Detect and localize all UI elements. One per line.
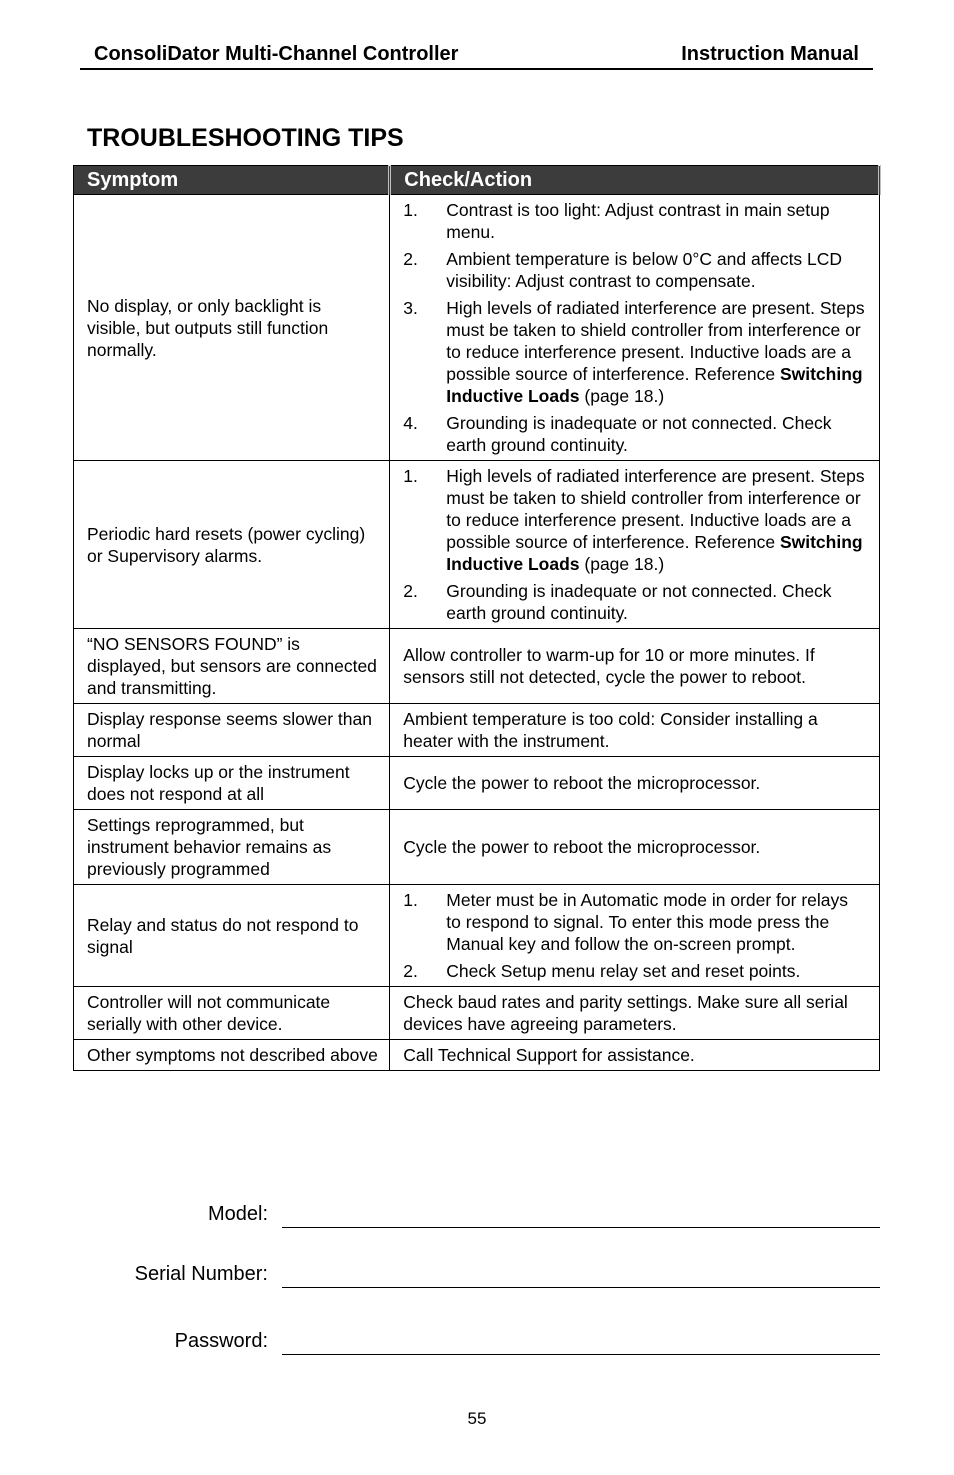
table-row [74, 987, 880, 1040]
table-row [74, 885, 880, 987]
action-cell: Allow controller to warm-up for 10 or more minutes. If sensors still not detected, cycle the power to reboot. [390, 629, 880, 704]
step-text: Contrast is too light: Adjust contrast in main setup menu. [446, 200, 830, 242]
section-title: TROUBLESHOOTING TIPS [87, 124, 404, 152]
symptom-cell: Controller will not communicate serially with other device. [74, 987, 390, 1040]
action-cell: Call Technical Support for assistance. [390, 1040, 880, 1071]
action-steps-list [403, 199, 866, 456]
step-page-ref: (page 18.) [579, 554, 665, 574]
action-cell [390, 195, 880, 461]
table-row [74, 1040, 880, 1071]
table-row [74, 810, 880, 885]
serial-number-label: Serial Number: [134, 1263, 268, 1285]
table-row [74, 195, 880, 461]
table-row [74, 629, 880, 704]
step-text: Meter must be in Automatic mode in order for relays to respond to signal. To enter this mode press the Manual key and follow the on-screen prompt. [446, 890, 848, 954]
model-field-row [0, 1203, 954, 1243]
step-text: High levels of radiated interference are present. Steps must be taken to shield controller from interference or to reduce interference present. Inductive loads are a possible source of interference. Reference [446, 298, 865, 384]
serial-number-blank-line [282, 1287, 880, 1288]
step-number: 2. [403, 961, 418, 981]
action-step [403, 465, 866, 575]
action-step [403, 248, 866, 292]
column-header-action: Check/Action [390, 166, 880, 195]
password-label: Password: [174, 1330, 268, 1352]
password-blank-line [282, 1354, 880, 1355]
step-number: 2. [403, 249, 418, 269]
table-row [74, 461, 880, 629]
step-number: 1. [403, 890, 418, 910]
symptom-cell: Periodic hard resets (power cycling) or Supervisory alarms. [74, 461, 390, 629]
table-row [74, 757, 880, 810]
action-cell: Cycle the power to reboot the microprocessor. [390, 757, 880, 810]
header-manual-title: Instruction Manual [681, 43, 859, 65]
action-step [403, 889, 866, 955]
step-text: Grounding is inadequate or not connected. Check earth ground continuity. [446, 581, 832, 623]
step-text: Check Setup menu relay set and reset points. [446, 961, 801, 981]
action-cell: Ambient temperature is too cold: Consider installing a heater with the instrument. [390, 704, 880, 757]
action-step [403, 580, 866, 624]
serial-field-row [0, 1263, 954, 1303]
action-step [403, 199, 866, 243]
step-number: 2. [403, 581, 418, 601]
symptom-cell: No display, or only backlight is visible, but outputs still function normally. [74, 195, 390, 461]
symptom-cell: Other symptoms not described above [74, 1040, 390, 1071]
column-header-symptom: Symptom [74, 166, 390, 195]
password-field-row [0, 1330, 954, 1370]
page-number: 55 [467, 1409, 487, 1428]
step-text: Ambient temperature is below 0°C and affects LCD visibility: Adjust contrast to compensate. [446, 249, 843, 291]
action-cell: Cycle the power to reboot the microprocessor. [390, 810, 880, 885]
action-steps-list [403, 889, 866, 982]
table-header-row [74, 166, 880, 195]
action-step [403, 297, 866, 407]
step-text: High levels of radiated interference are present. Steps must be taken to shield controller from interference or to reduce interference present. Inductive loads are a possible source of interference. Reference [446, 466, 865, 552]
symptom-cell: Display locks up or the instrument does not respond at all [74, 757, 390, 810]
symptom-cell: Display response seems slower than normal [74, 704, 390, 757]
step-number: 1. [403, 200, 418, 220]
step-reference: Switching Inductive Loads [446, 364, 863, 406]
action-cell: Check baud rates and parity settings. Make sure all serial devices have agreeing parameters. [390, 987, 880, 1040]
action-step [403, 960, 866, 982]
page-header [80, 43, 873, 70]
step-reference: Switching Inductive Loads [446, 532, 863, 574]
step-page-ref: (page 18.) [579, 386, 665, 406]
symptom-cell: Settings reprogrammed, but instrument behavior remains as previously programmed [74, 810, 390, 885]
symptom-cell: Relay and status do not respond to signal [74, 885, 390, 987]
table-row [74, 704, 880, 757]
step-text: Grounding is inadequate or not connected. Check earth ground continuity. [446, 413, 832, 455]
action-cell [390, 885, 880, 987]
action-cell [390, 461, 880, 629]
action-step [403, 412, 866, 456]
symptom-cell: “NO SENSORS FOUND” is displayed, but sensors are connected and transmitting. [74, 629, 390, 704]
step-number: 1. [403, 466, 418, 486]
model-blank-line [282, 1227, 880, 1228]
action-steps-list [403, 465, 866, 624]
troubleshooting-table [73, 165, 881, 1071]
step-number: 3. [403, 298, 418, 318]
step-number: 4. [403, 413, 418, 433]
header-product-title: ConsoliDator Multi-Channel Controller [94, 43, 459, 65]
model-label: Model: [207, 1203, 268, 1225]
